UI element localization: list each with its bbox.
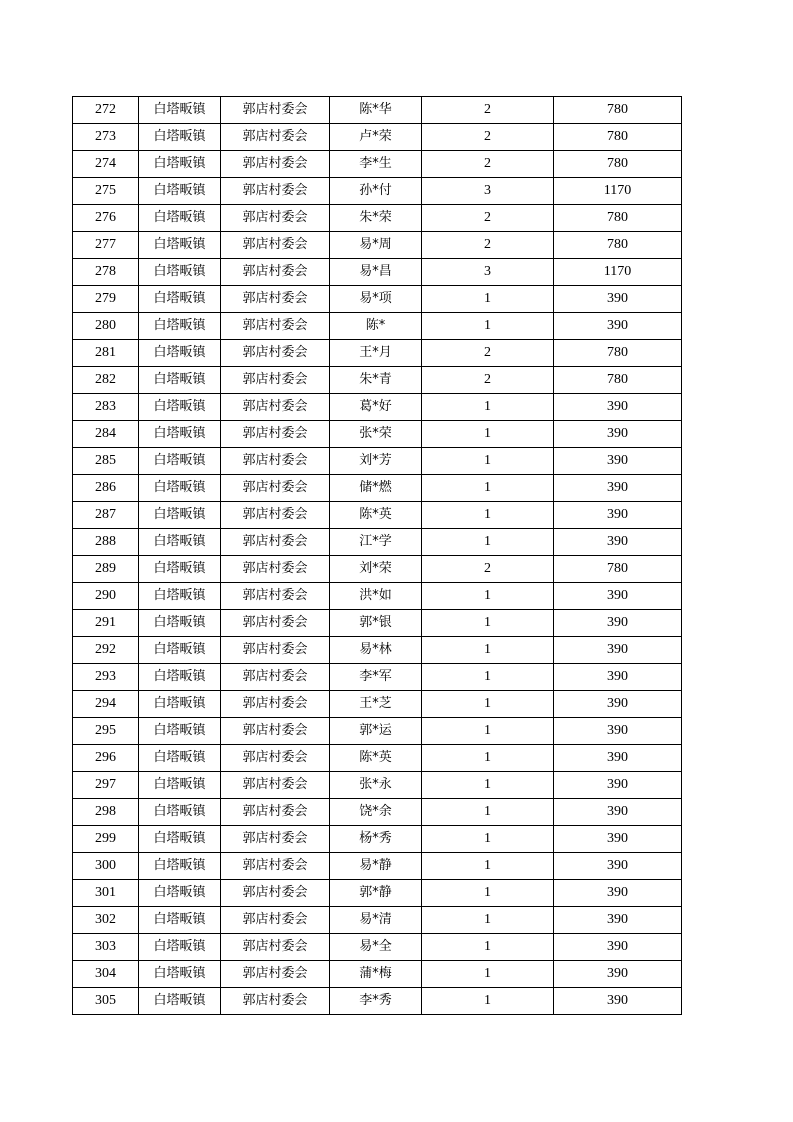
table-row bbox=[73, 961, 682, 988]
cell-serial-number: 279 bbox=[73, 286, 139, 313]
cell-serial-number: 300 bbox=[73, 853, 139, 880]
cell-town: 白塔畈镇 bbox=[139, 448, 221, 475]
roster-table bbox=[72, 96, 682, 1015]
cell-person-name: 易*周 bbox=[330, 232, 422, 259]
cell-amount: 390 bbox=[554, 394, 682, 421]
cell-person-name: 李*秀 bbox=[330, 988, 422, 1015]
cell-amount: 390 bbox=[554, 637, 682, 664]
table-row bbox=[73, 475, 682, 502]
cell-town: 白塔畈镇 bbox=[139, 934, 221, 961]
table-row bbox=[73, 934, 682, 961]
cell-village-committee: 郭店村委会 bbox=[221, 664, 330, 691]
cell-person-name: 陈* bbox=[330, 313, 422, 340]
cell-town: 白塔畈镇 bbox=[139, 259, 221, 286]
cell-town: 白塔畈镇 bbox=[139, 772, 221, 799]
cell-town: 白塔畈镇 bbox=[139, 907, 221, 934]
cell-serial-number: 303 bbox=[73, 934, 139, 961]
table-row bbox=[73, 826, 682, 853]
cell-amount: 780 bbox=[554, 124, 682, 151]
cell-serial-number: 280 bbox=[73, 313, 139, 340]
table-row bbox=[73, 448, 682, 475]
cell-town: 白塔畈镇 bbox=[139, 286, 221, 313]
cell-person-name: 刘*荣 bbox=[330, 556, 422, 583]
cell-serial-number: 302 bbox=[73, 907, 139, 934]
table-row bbox=[73, 151, 682, 178]
cell-amount: 780 bbox=[554, 97, 682, 124]
cell-town: 白塔畈镇 bbox=[139, 583, 221, 610]
table-row bbox=[73, 853, 682, 880]
cell-person-count: 3 bbox=[422, 259, 554, 286]
cell-amount: 390 bbox=[554, 772, 682, 799]
cell-town: 白塔畈镇 bbox=[139, 502, 221, 529]
table-row bbox=[73, 529, 682, 556]
cell-amount: 390 bbox=[554, 664, 682, 691]
cell-person-count: 1 bbox=[422, 313, 554, 340]
cell-person-name: 张*永 bbox=[330, 772, 422, 799]
cell-village-committee: 郭店村委会 bbox=[221, 799, 330, 826]
cell-village-committee: 郭店村委会 bbox=[221, 394, 330, 421]
cell-village-committee: 郭店村委会 bbox=[221, 367, 330, 394]
cell-person-count: 2 bbox=[422, 97, 554, 124]
cell-person-name: 易*全 bbox=[330, 934, 422, 961]
table-row bbox=[73, 340, 682, 367]
table-row bbox=[73, 691, 682, 718]
cell-village-committee: 郭店村委会 bbox=[221, 340, 330, 367]
cell-serial-number: 277 bbox=[73, 232, 139, 259]
cell-amount: 1170 bbox=[554, 178, 682, 205]
table-row bbox=[73, 610, 682, 637]
cell-person-count: 1 bbox=[422, 691, 554, 718]
cell-person-count: 1 bbox=[422, 502, 554, 529]
cell-person-name: 陈*英 bbox=[330, 502, 422, 529]
table-row bbox=[73, 313, 682, 340]
cell-person-name: 易*项 bbox=[330, 286, 422, 313]
cell-person-name: 张*荣 bbox=[330, 421, 422, 448]
cell-amount: 390 bbox=[554, 961, 682, 988]
cell-person-name: 李*军 bbox=[330, 664, 422, 691]
cell-serial-number: 288 bbox=[73, 529, 139, 556]
table-row bbox=[73, 907, 682, 934]
table-row bbox=[73, 556, 682, 583]
cell-village-committee: 郭店村委会 bbox=[221, 529, 330, 556]
cell-person-count: 1 bbox=[422, 826, 554, 853]
cell-town: 白塔畈镇 bbox=[139, 124, 221, 151]
cell-amount: 780 bbox=[554, 151, 682, 178]
cell-person-name: 陈*英 bbox=[330, 745, 422, 772]
table-row bbox=[73, 664, 682, 691]
cell-person-name: 蒲*梅 bbox=[330, 961, 422, 988]
cell-village-committee: 郭店村委会 bbox=[221, 907, 330, 934]
cell-village-committee: 郭店村委会 bbox=[221, 556, 330, 583]
cell-person-name: 卢*荣 bbox=[330, 124, 422, 151]
cell-person-count: 1 bbox=[422, 988, 554, 1015]
cell-person-count: 2 bbox=[422, 232, 554, 259]
cell-serial-number: 293 bbox=[73, 664, 139, 691]
cell-town: 白塔畈镇 bbox=[139, 340, 221, 367]
cell-town: 白塔畈镇 bbox=[139, 826, 221, 853]
cell-amount: 390 bbox=[554, 475, 682, 502]
cell-amount: 780 bbox=[554, 556, 682, 583]
cell-person-name: 江*学 bbox=[330, 529, 422, 556]
cell-amount: 780 bbox=[554, 205, 682, 232]
cell-town: 白塔畈镇 bbox=[139, 178, 221, 205]
cell-town: 白塔畈镇 bbox=[139, 853, 221, 880]
cell-person-name: 陈*华 bbox=[330, 97, 422, 124]
cell-village-committee: 郭店村委会 bbox=[221, 934, 330, 961]
cell-town: 白塔畈镇 bbox=[139, 691, 221, 718]
cell-town: 白塔畈镇 bbox=[139, 799, 221, 826]
cell-person-name: 王*月 bbox=[330, 340, 422, 367]
cell-serial-number: 272 bbox=[73, 97, 139, 124]
cell-person-count: 1 bbox=[422, 907, 554, 934]
cell-serial-number: 274 bbox=[73, 151, 139, 178]
cell-town: 白塔畈镇 bbox=[139, 529, 221, 556]
cell-amount: 390 bbox=[554, 745, 682, 772]
table-row bbox=[73, 367, 682, 394]
cell-village-committee: 郭店村委会 bbox=[221, 988, 330, 1015]
cell-serial-number: 299 bbox=[73, 826, 139, 853]
cell-village-committee: 郭店村委会 bbox=[221, 502, 330, 529]
cell-person-count: 1 bbox=[422, 880, 554, 907]
cell-amount: 390 bbox=[554, 286, 682, 313]
cell-amount: 390 bbox=[554, 799, 682, 826]
cell-person-count: 2 bbox=[422, 205, 554, 232]
table-row bbox=[73, 97, 682, 124]
cell-amount: 1170 bbox=[554, 259, 682, 286]
cell-person-count: 1 bbox=[422, 664, 554, 691]
cell-town: 白塔畈镇 bbox=[139, 988, 221, 1015]
cell-person-count: 1 bbox=[422, 745, 554, 772]
cell-amount: 390 bbox=[554, 691, 682, 718]
cell-person-count: 1 bbox=[422, 610, 554, 637]
table-row bbox=[73, 799, 682, 826]
cell-village-committee: 郭店村委会 bbox=[221, 718, 330, 745]
cell-serial-number: 305 bbox=[73, 988, 139, 1015]
cell-serial-number: 283 bbox=[73, 394, 139, 421]
cell-serial-number: 289 bbox=[73, 556, 139, 583]
cell-village-committee: 郭店村委会 bbox=[221, 205, 330, 232]
cell-person-name: 孙*付 bbox=[330, 178, 422, 205]
cell-serial-number: 292 bbox=[73, 637, 139, 664]
cell-village-committee: 郭店村委会 bbox=[221, 880, 330, 907]
cell-town: 白塔畈镇 bbox=[139, 556, 221, 583]
cell-town: 白塔畈镇 bbox=[139, 394, 221, 421]
table-row bbox=[73, 745, 682, 772]
cell-amount: 390 bbox=[554, 583, 682, 610]
cell-serial-number: 295 bbox=[73, 718, 139, 745]
cell-town: 白塔畈镇 bbox=[139, 610, 221, 637]
cell-village-committee: 郭店村委会 bbox=[221, 313, 330, 340]
cell-person-name: 易*林 bbox=[330, 637, 422, 664]
cell-amount: 780 bbox=[554, 367, 682, 394]
table-row bbox=[73, 583, 682, 610]
cell-serial-number: 287 bbox=[73, 502, 139, 529]
cell-town: 白塔畈镇 bbox=[139, 664, 221, 691]
cell-amount: 390 bbox=[554, 853, 682, 880]
cell-town: 白塔畈镇 bbox=[139, 880, 221, 907]
cell-amount: 390 bbox=[554, 502, 682, 529]
cell-serial-number: 298 bbox=[73, 799, 139, 826]
cell-serial-number: 273 bbox=[73, 124, 139, 151]
cell-amount: 780 bbox=[554, 340, 682, 367]
cell-person-name: 洪*如 bbox=[330, 583, 422, 610]
cell-serial-number: 275 bbox=[73, 178, 139, 205]
cell-person-count: 2 bbox=[422, 367, 554, 394]
cell-village-committee: 郭店村委会 bbox=[221, 610, 330, 637]
cell-village-committee: 郭店村委会 bbox=[221, 745, 330, 772]
cell-amount: 390 bbox=[554, 421, 682, 448]
cell-person-name: 易*清 bbox=[330, 907, 422, 934]
cell-amount: 390 bbox=[554, 718, 682, 745]
cell-amount: 390 bbox=[554, 907, 682, 934]
cell-village-committee: 郭店村委会 bbox=[221, 178, 330, 205]
cell-person-count: 1 bbox=[422, 718, 554, 745]
cell-person-name: 易*昌 bbox=[330, 259, 422, 286]
cell-person-count: 1 bbox=[422, 421, 554, 448]
cell-town: 白塔畈镇 bbox=[139, 151, 221, 178]
cell-serial-number: 297 bbox=[73, 772, 139, 799]
cell-person-count: 1 bbox=[422, 583, 554, 610]
roster-table-body bbox=[73, 97, 682, 1015]
cell-amount: 390 bbox=[554, 529, 682, 556]
cell-person-name: 王*芝 bbox=[330, 691, 422, 718]
cell-village-committee: 郭店村委会 bbox=[221, 448, 330, 475]
cell-person-count: 1 bbox=[422, 799, 554, 826]
cell-person-count: 2 bbox=[422, 556, 554, 583]
cell-person-name: 郭*银 bbox=[330, 610, 422, 637]
cell-village-committee: 郭店村委会 bbox=[221, 259, 330, 286]
cell-serial-number: 290 bbox=[73, 583, 139, 610]
cell-person-name: 郭*运 bbox=[330, 718, 422, 745]
cell-village-committee: 郭店村委会 bbox=[221, 826, 330, 853]
cell-person-count: 1 bbox=[422, 286, 554, 313]
cell-serial-number: 278 bbox=[73, 259, 139, 286]
cell-serial-number: 296 bbox=[73, 745, 139, 772]
cell-town: 白塔畈镇 bbox=[139, 313, 221, 340]
cell-serial-number: 282 bbox=[73, 367, 139, 394]
cell-town: 白塔畈镇 bbox=[139, 421, 221, 448]
cell-town: 白塔畈镇 bbox=[139, 205, 221, 232]
cell-amount: 390 bbox=[554, 988, 682, 1015]
cell-town: 白塔畈镇 bbox=[139, 637, 221, 664]
table-row bbox=[73, 286, 682, 313]
cell-amount: 780 bbox=[554, 232, 682, 259]
table-row bbox=[73, 259, 682, 286]
cell-village-committee: 郭店村委会 bbox=[221, 475, 330, 502]
cell-serial-number: 281 bbox=[73, 340, 139, 367]
cell-person-count: 2 bbox=[422, 151, 554, 178]
cell-person-name: 储*燃 bbox=[330, 475, 422, 502]
cell-person-count: 2 bbox=[422, 124, 554, 151]
cell-town: 白塔畈镇 bbox=[139, 718, 221, 745]
cell-person-name: 葛*好 bbox=[330, 394, 422, 421]
cell-village-committee: 郭店村委会 bbox=[221, 961, 330, 988]
cell-person-count: 1 bbox=[422, 475, 554, 502]
cell-village-committee: 郭店村委会 bbox=[221, 853, 330, 880]
cell-person-name: 朱*荣 bbox=[330, 205, 422, 232]
table-row bbox=[73, 718, 682, 745]
cell-person-count: 1 bbox=[422, 934, 554, 961]
cell-serial-number: 301 bbox=[73, 880, 139, 907]
cell-town: 白塔畈镇 bbox=[139, 232, 221, 259]
cell-person-name: 易*静 bbox=[330, 853, 422, 880]
cell-amount: 390 bbox=[554, 880, 682, 907]
cell-village-committee: 郭店村委会 bbox=[221, 286, 330, 313]
table-row bbox=[73, 880, 682, 907]
cell-town: 白塔畈镇 bbox=[139, 745, 221, 772]
cell-amount: 390 bbox=[554, 610, 682, 637]
cell-village-committee: 郭店村委会 bbox=[221, 637, 330, 664]
cell-serial-number: 294 bbox=[73, 691, 139, 718]
table-row bbox=[73, 394, 682, 421]
cell-person-name: 饶*余 bbox=[330, 799, 422, 826]
cell-person-count: 3 bbox=[422, 178, 554, 205]
table-row bbox=[73, 205, 682, 232]
cell-person-count: 1 bbox=[422, 529, 554, 556]
table-row bbox=[73, 772, 682, 799]
cell-person-name: 李*生 bbox=[330, 151, 422, 178]
cell-village-committee: 郭店村委会 bbox=[221, 151, 330, 178]
cell-serial-number: 304 bbox=[73, 961, 139, 988]
cell-town: 白塔畈镇 bbox=[139, 97, 221, 124]
cell-serial-number: 286 bbox=[73, 475, 139, 502]
cell-person-name: 杨*秀 bbox=[330, 826, 422, 853]
cell-person-count: 1 bbox=[422, 394, 554, 421]
cell-town: 白塔畈镇 bbox=[139, 961, 221, 988]
table-row bbox=[73, 421, 682, 448]
cell-person-name: 刘*芳 bbox=[330, 448, 422, 475]
cell-amount: 390 bbox=[554, 934, 682, 961]
table-row bbox=[73, 124, 682, 151]
table-row bbox=[73, 988, 682, 1015]
table-row bbox=[73, 178, 682, 205]
table-row bbox=[73, 232, 682, 259]
table-row bbox=[73, 637, 682, 664]
cell-person-count: 2 bbox=[422, 340, 554, 367]
cell-village-committee: 郭店村委会 bbox=[221, 421, 330, 448]
cell-amount: 390 bbox=[554, 826, 682, 853]
cell-village-committee: 郭店村委会 bbox=[221, 97, 330, 124]
cell-person-count: 1 bbox=[422, 853, 554, 880]
cell-serial-number: 285 bbox=[73, 448, 139, 475]
cell-village-committee: 郭店村委会 bbox=[221, 772, 330, 799]
cell-village-committee: 郭店村委会 bbox=[221, 583, 330, 610]
cell-serial-number: 291 bbox=[73, 610, 139, 637]
cell-person-count: 1 bbox=[422, 637, 554, 664]
table-row bbox=[73, 502, 682, 529]
cell-person-name: 朱*青 bbox=[330, 367, 422, 394]
cell-amount: 390 bbox=[554, 313, 682, 340]
cell-person-name: 郭*静 bbox=[330, 880, 422, 907]
cell-village-committee: 郭店村委会 bbox=[221, 691, 330, 718]
cell-serial-number: 276 bbox=[73, 205, 139, 232]
cell-village-committee: 郭店村委会 bbox=[221, 232, 330, 259]
cell-town: 白塔畈镇 bbox=[139, 475, 221, 502]
cell-town: 白塔畈镇 bbox=[139, 367, 221, 394]
cell-village-committee: 郭店村委会 bbox=[221, 124, 330, 151]
cell-person-count: 1 bbox=[422, 448, 554, 475]
cell-serial-number: 284 bbox=[73, 421, 139, 448]
cell-person-count: 1 bbox=[422, 961, 554, 988]
cell-amount: 390 bbox=[554, 448, 682, 475]
cell-person-count: 1 bbox=[422, 772, 554, 799]
